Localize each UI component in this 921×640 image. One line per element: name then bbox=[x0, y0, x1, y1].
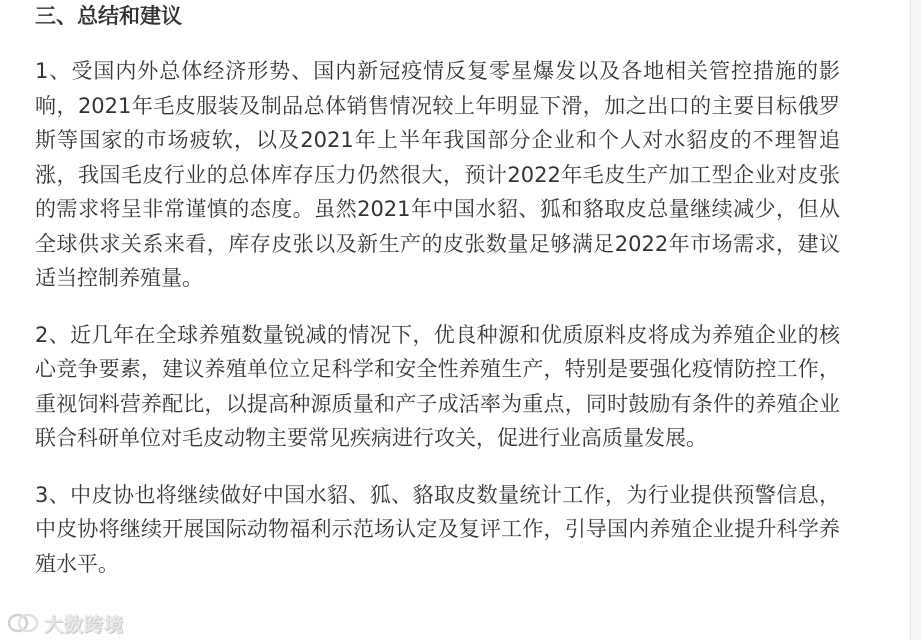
section-heading: 三、总结和建议 bbox=[35, 4, 182, 28]
watermark-text: 大数跨境 bbox=[44, 613, 125, 636]
watermark-logo-icon bbox=[6, 611, 40, 635]
scrollbar-track[interactable] bbox=[910, 0, 921, 640]
paragraph-1: 1、受国内外总体经济形势、国内新冠疫情反复零星爆发以及各地相关管控措施的影响，2021年毛皮服装及制品总体销售情况较上年明显下滑，加之出口的主要目标俄罗斯等国家的市场疲软，以及2021年上半年我国部分企业和个人对水貂皮的不理智追涨，我国毛皮行业的总体库存压力仍然很大，预计2022年毛皮生产加工型企业对皮张的需求将呈非常谨慎的态度。虽然2021年中国水貂、狐和貉取皮总量继续减少，但从全球供求关系来看，库存皮张以及新生产的皮张数量足够满足2022年市场需求，建议适当控制养殖量。 bbox=[35, 59, 840, 290]
paragraph-2: 2、近几年在全球养殖数量锐减的情况下，优良种源和优质原料皮将成为养殖企业的核心竞争要素，建议养殖单位立足科学和安全性养殖生产，特别是要强化疫情防控工作，重视饲料营养配比，以提高种源质量和产子成活率为重点，同时鼓励有条件的养殖企业联合科研单位对毛皮动物主要常见疾病进行攻关，促进行业高质量发展。 bbox=[35, 322, 840, 450]
paragraph-3: 3、中皮协也将继续做好中国水貂、狐、貉取皮数量统计工作，为行业提供预警信息，中皮协将继续开展国际动物福利示范场认定及复评工作，引导国内养殖企业提升科学养殖水平。 bbox=[35, 482, 840, 576]
article-body bbox=[35, 0, 840, 581]
watermark bbox=[6, 608, 124, 638]
